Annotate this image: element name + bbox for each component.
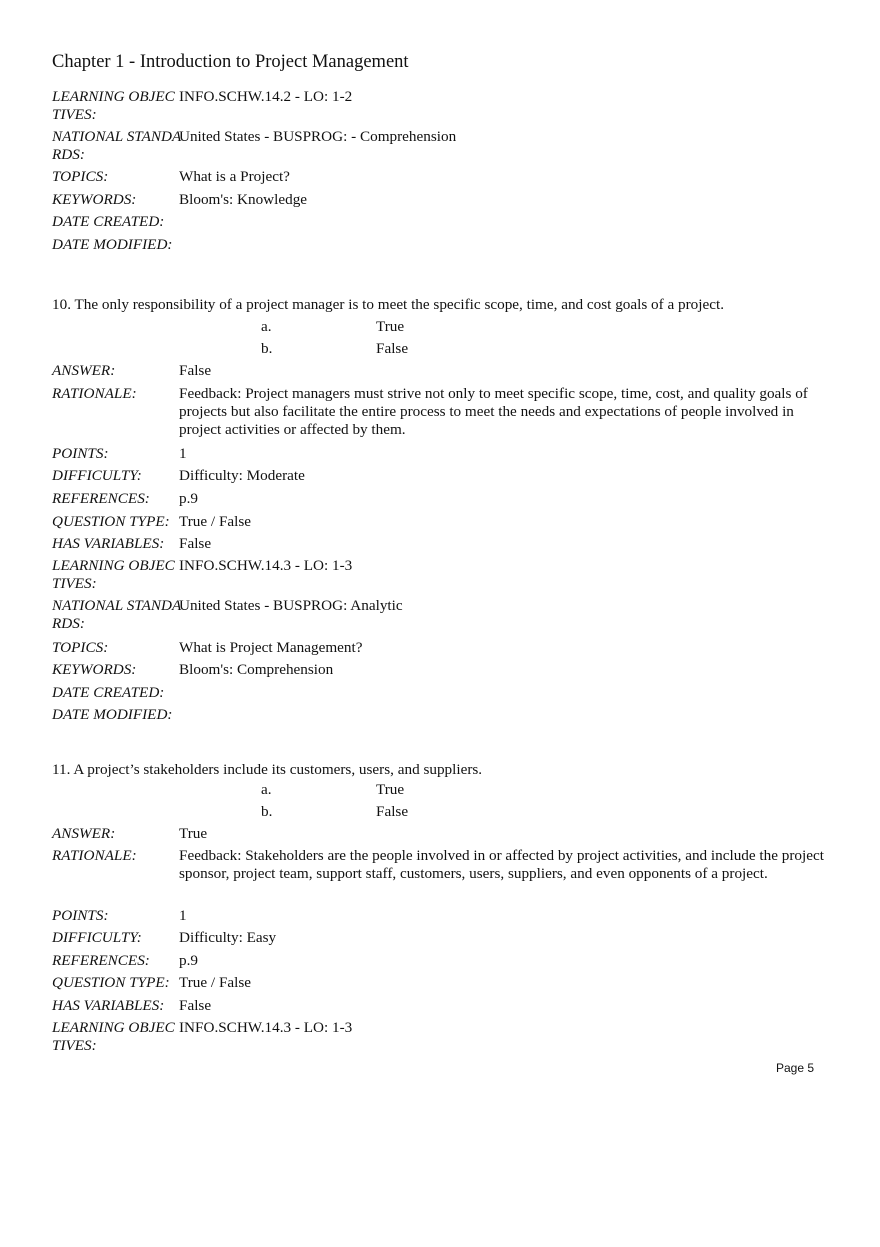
label-date-created: DATE CREATED: bbox=[52, 684, 165, 701]
value-rationale: Feedback: Stakeholders are the people involved in or affected by project activities, and include the project sponsor, project team, support staff, customers, users, suppliers, and even opponents of a project. bbox=[179, 847, 824, 882]
question-10 bbox=[52, 296, 832, 728]
meta-row-question-type bbox=[52, 513, 832, 535]
meta-row-national-standards bbox=[52, 597, 832, 639]
meta-row-national-standards bbox=[52, 128, 832, 168]
option-letter: b. bbox=[261, 803, 273, 820]
meta-row-topics bbox=[52, 639, 832, 661]
label-question-type: QUESTION TYPE: bbox=[52, 974, 170, 991]
meta-row-date-created bbox=[52, 213, 832, 236]
option-letter: a. bbox=[261, 318, 272, 335]
label-learning-objectives: LEARNING OBJECTIVES: bbox=[52, 1019, 175, 1054]
label-keywords: KEYWORDS: bbox=[52, 661, 137, 678]
meta-row-points bbox=[52, 445, 832, 467]
value-keywords: Bloom's: Comprehension bbox=[179, 661, 334, 678]
label-references: REFERENCES: bbox=[52, 490, 150, 507]
meta-row-keywords bbox=[52, 661, 832, 684]
question-stem: 11. A project’s stakeholders include its customers, users, and suppliers. bbox=[52, 761, 483, 778]
value-rationale: Feedback: Project managers must strive not only to meet specific scope, time, cost, and quality goals of projects but also facilitate the entire process to meet the needs and expectations of people involved in project activities or affected by them. bbox=[179, 385, 808, 438]
value-answer: False bbox=[179, 362, 212, 379]
label-topics: TOPICS: bbox=[52, 639, 109, 656]
value-date-created bbox=[179, 684, 832, 702]
label-keywords: KEYWORDS: bbox=[52, 191, 137, 208]
label-has-variables: HAS VARIABLES: bbox=[52, 535, 165, 552]
label-question-type: QUESTION TYPE: bbox=[52, 513, 170, 530]
meta-row-rationale bbox=[52, 847, 832, 907]
value-points: 1 bbox=[179, 445, 187, 462]
value-learning-objectives: INFO.SCHW.14.3 - LO: 1-3 bbox=[179, 557, 353, 574]
meta-row-difficulty bbox=[52, 929, 832, 952]
label-has-variables: HAS VARIABLES: bbox=[52, 997, 165, 1014]
label-references: REFERENCES: bbox=[52, 952, 150, 969]
value-date-modified bbox=[179, 706, 832, 724]
answer-option bbox=[52, 340, 832, 362]
value-points: 1 bbox=[179, 907, 187, 924]
value-references: p.9 bbox=[179, 490, 198, 507]
meta-row-points bbox=[52, 907, 832, 929]
option-text: True bbox=[376, 781, 405, 798]
value-question-type: True / False bbox=[179, 974, 252, 991]
document-title: Chapter 1 - Introduction to Project Management bbox=[52, 52, 409, 72]
option-text: True bbox=[376, 318, 405, 335]
label-difficulty: DIFFICULTY: bbox=[52, 929, 142, 946]
value-references: p.9 bbox=[179, 952, 198, 969]
label-date-modified: DATE MODIFIED: bbox=[52, 706, 173, 723]
value-question-type: True / False bbox=[179, 513, 252, 530]
option-text: False bbox=[376, 340, 409, 357]
value-topics: What is a Project? bbox=[179, 168, 290, 185]
value-difficulty: Difficulty: Easy bbox=[179, 929, 277, 946]
option-text: False bbox=[376, 803, 409, 820]
value-learning-objectives: INFO.SCHW.14.3 - LO: 1-3 bbox=[179, 1019, 353, 1036]
question-11 bbox=[52, 761, 832, 1059]
label-rationale: RATIONALE: bbox=[52, 385, 137, 402]
meta-row-date-modified bbox=[52, 236, 832, 258]
meta-row-answer bbox=[52, 362, 832, 385]
question-stem: 10. The only responsibility of a project manager is to meet the specific scope, time, and cost goals of a project. bbox=[52, 296, 724, 313]
meta-row-keywords bbox=[52, 191, 832, 213]
label-points: POINTS: bbox=[52, 907, 109, 924]
label-answer: ANSWER: bbox=[52, 825, 116, 842]
meta-row-date-created bbox=[52, 684, 832, 706]
value-learning-objectives: INFO.SCHW.14.2 - LO: 1-2 bbox=[179, 88, 353, 105]
value-difficulty: Difficulty: Moderate bbox=[179, 467, 305, 484]
label-rationale: RATIONALE: bbox=[52, 847, 137, 864]
meta-row-difficulty bbox=[52, 467, 832, 490]
value-national-standards: United States - BUSPROG: - Comprehension bbox=[179, 128, 457, 145]
value-has-variables: False bbox=[179, 997, 212, 1014]
meta-row-answer bbox=[52, 825, 832, 847]
label-date-created: DATE CREATED: bbox=[52, 213, 165, 230]
meta-row-learning-objectives bbox=[52, 1019, 832, 1059]
value-has-variables: False bbox=[179, 535, 212, 552]
answer-option bbox=[52, 781, 832, 803]
label-points: POINTS: bbox=[52, 445, 109, 462]
label-national-standards: NATIONAL STANDARDS: bbox=[52, 128, 182, 163]
meta-row-references bbox=[52, 490, 832, 513]
meta-row-references bbox=[52, 952, 832, 974]
value-national-standards: United States - BUSPROG: Analytic bbox=[179, 597, 403, 614]
label-answer: ANSWER: bbox=[52, 362, 116, 379]
label-learning-objectives: LEARNING OBJECTIVES: bbox=[52, 88, 175, 123]
label-topics: TOPICS: bbox=[52, 168, 109, 185]
meta-row-question-type bbox=[52, 974, 832, 997]
value-date-created bbox=[179, 213, 832, 231]
meta-row-has-variables bbox=[52, 535, 832, 557]
meta-row-learning-objectives bbox=[52, 88, 832, 128]
answer-option bbox=[52, 318, 832, 340]
answer-option bbox=[52, 803, 832, 825]
meta-row-rationale bbox=[52, 385, 832, 445]
meta-row-learning-objectives bbox=[52, 557, 832, 597]
value-date-modified bbox=[179, 236, 832, 254]
value-topics: What is Project Management? bbox=[179, 639, 363, 656]
label-difficulty: DIFFICULTY: bbox=[52, 467, 142, 484]
meta-row-date-modified bbox=[52, 706, 832, 728]
label-national-standards: NATIONAL STANDARDS: bbox=[52, 597, 182, 632]
meta-row-topics bbox=[52, 168, 832, 191]
prev-question-meta bbox=[52, 88, 832, 258]
page-number: Page 5 bbox=[776, 1061, 815, 1075]
meta-row-has-variables bbox=[52, 997, 832, 1019]
value-keywords: Bloom's: Knowledge bbox=[179, 191, 308, 208]
label-learning-objectives: LEARNING OBJECTIVES: bbox=[52, 557, 175, 592]
option-letter: a. bbox=[261, 781, 272, 798]
value-answer: True bbox=[179, 825, 208, 842]
option-letter: b. bbox=[261, 340, 273, 357]
label-date-modified: DATE MODIFIED: bbox=[52, 236, 173, 253]
